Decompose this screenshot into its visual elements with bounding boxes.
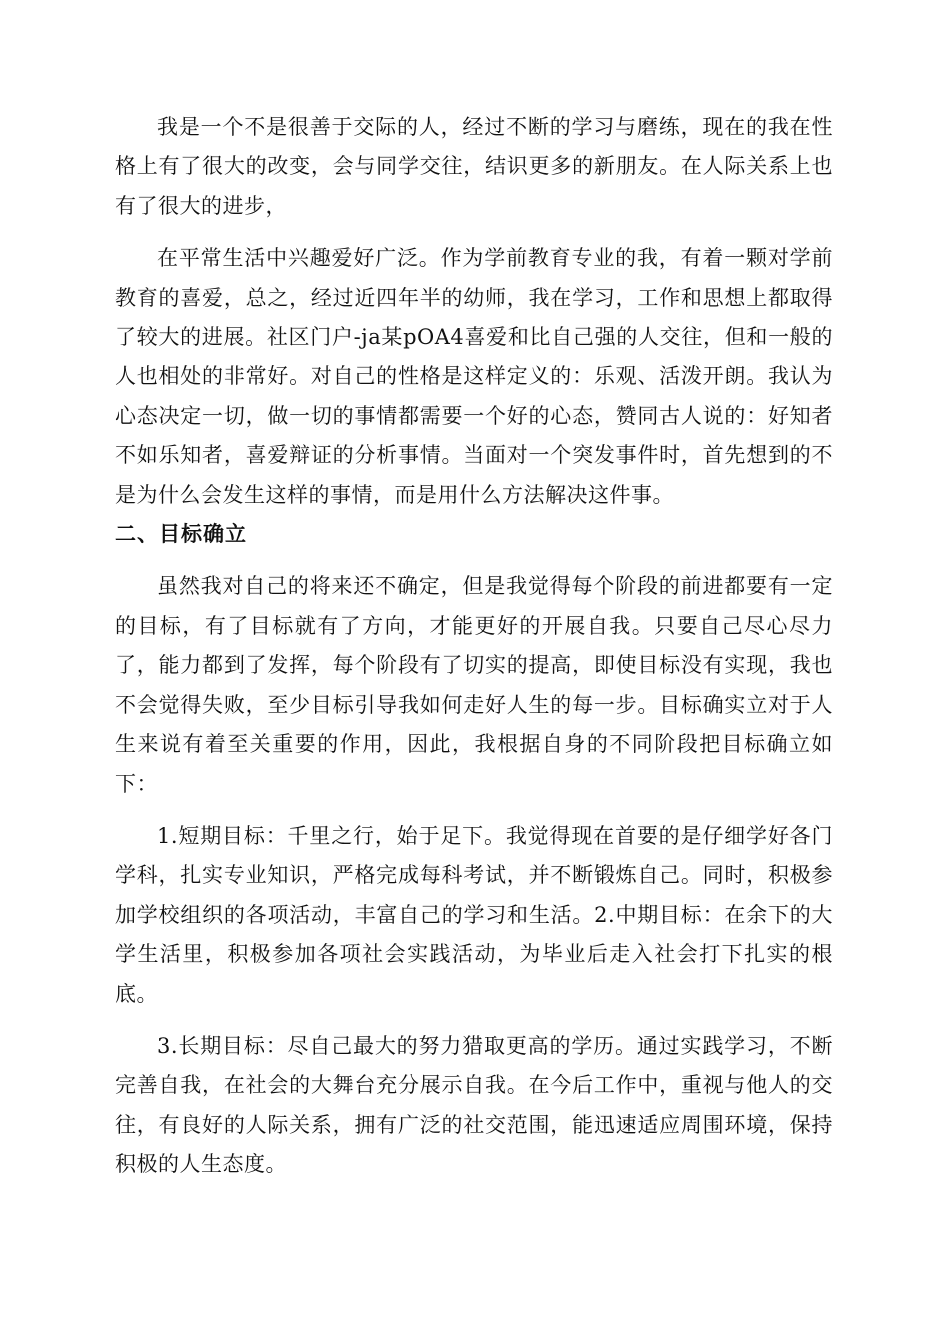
paragraph-goals-intro: 虽然我对自己的将来还不确定，但是我觉得每个阶段的前进都要有一定的目标，有了目标就有了方向，才能更好的开展自我。只要自己尽心尽力了，能力都到了发挥，每个阶段有了切实的提高，即使目标没有实现，我也不会觉得失败，至少目标引导我如何走好人生的每一步。目标确实立对于人生来说有着至关重要的作用，因此，我根据自身的不同阶段把目标确立如下： [115,574,833,796]
paragraph-interpersonal: 我是一个不是很善于交际的人，经过不断的学习与磨练，现在的我在性格上有了很大的改变，会与同学交往，结识更多的新朋友。在人际关系上也有了很大的进步， [115,115,833,218]
paragraph-interests-personality: 在平常生活中兴趣爱好广泛。作为学前教育专业的我，有着一颗对学前教育的喜爱，总之，经过近四年半的幼师，我在学习，工作和思想上都取得了较大的进展。社区门户-ja某pOA4喜爱和比自己强的人交往，但和一般的人也相处的非常好。对自己的性格是这样定义的：乐观、活泼开朗。我认为心态决定一切，做一切的事情都需要一个好的心态，赞同古人说的：好知者不如乐知者，喜爱辩证的分析事情。当面对一个突发事件时，首先想到的不是为什么会发生这样的事情，而是用什么方法解决这件事。 [115,246,833,507]
document-page [115,108,833,1185]
paragraph-long-term-goals: 3.长期目标：尽自己最大的努力猎取更高的学历。通过实践学习，不断完善自我，在社会的大舞台充分展示自我。在今后工作中，重视与他人的交往，有良好的人际关系，拥有广泛的社交范围，能迅速适应周围环境，保持积极的人生态度。 [115,1033,833,1177]
paragraph-short-mid-term-goals: 1.短期目标：千里之行，始于足下。我觉得现在首要的是仔细学好各门学科，扎实专业知识，严格完成每科考试，并不断锻炼自己。同时，积极参加学校组织的各项活动，丰富自己的学习和生活。2.中期目标：在余下的大学生活里，积极参加各项社会实践活动，为毕业后走入社会打下扎实的根底。 [115,823,833,1006]
section-heading-goals: 二、目标确立 [115,522,247,547]
